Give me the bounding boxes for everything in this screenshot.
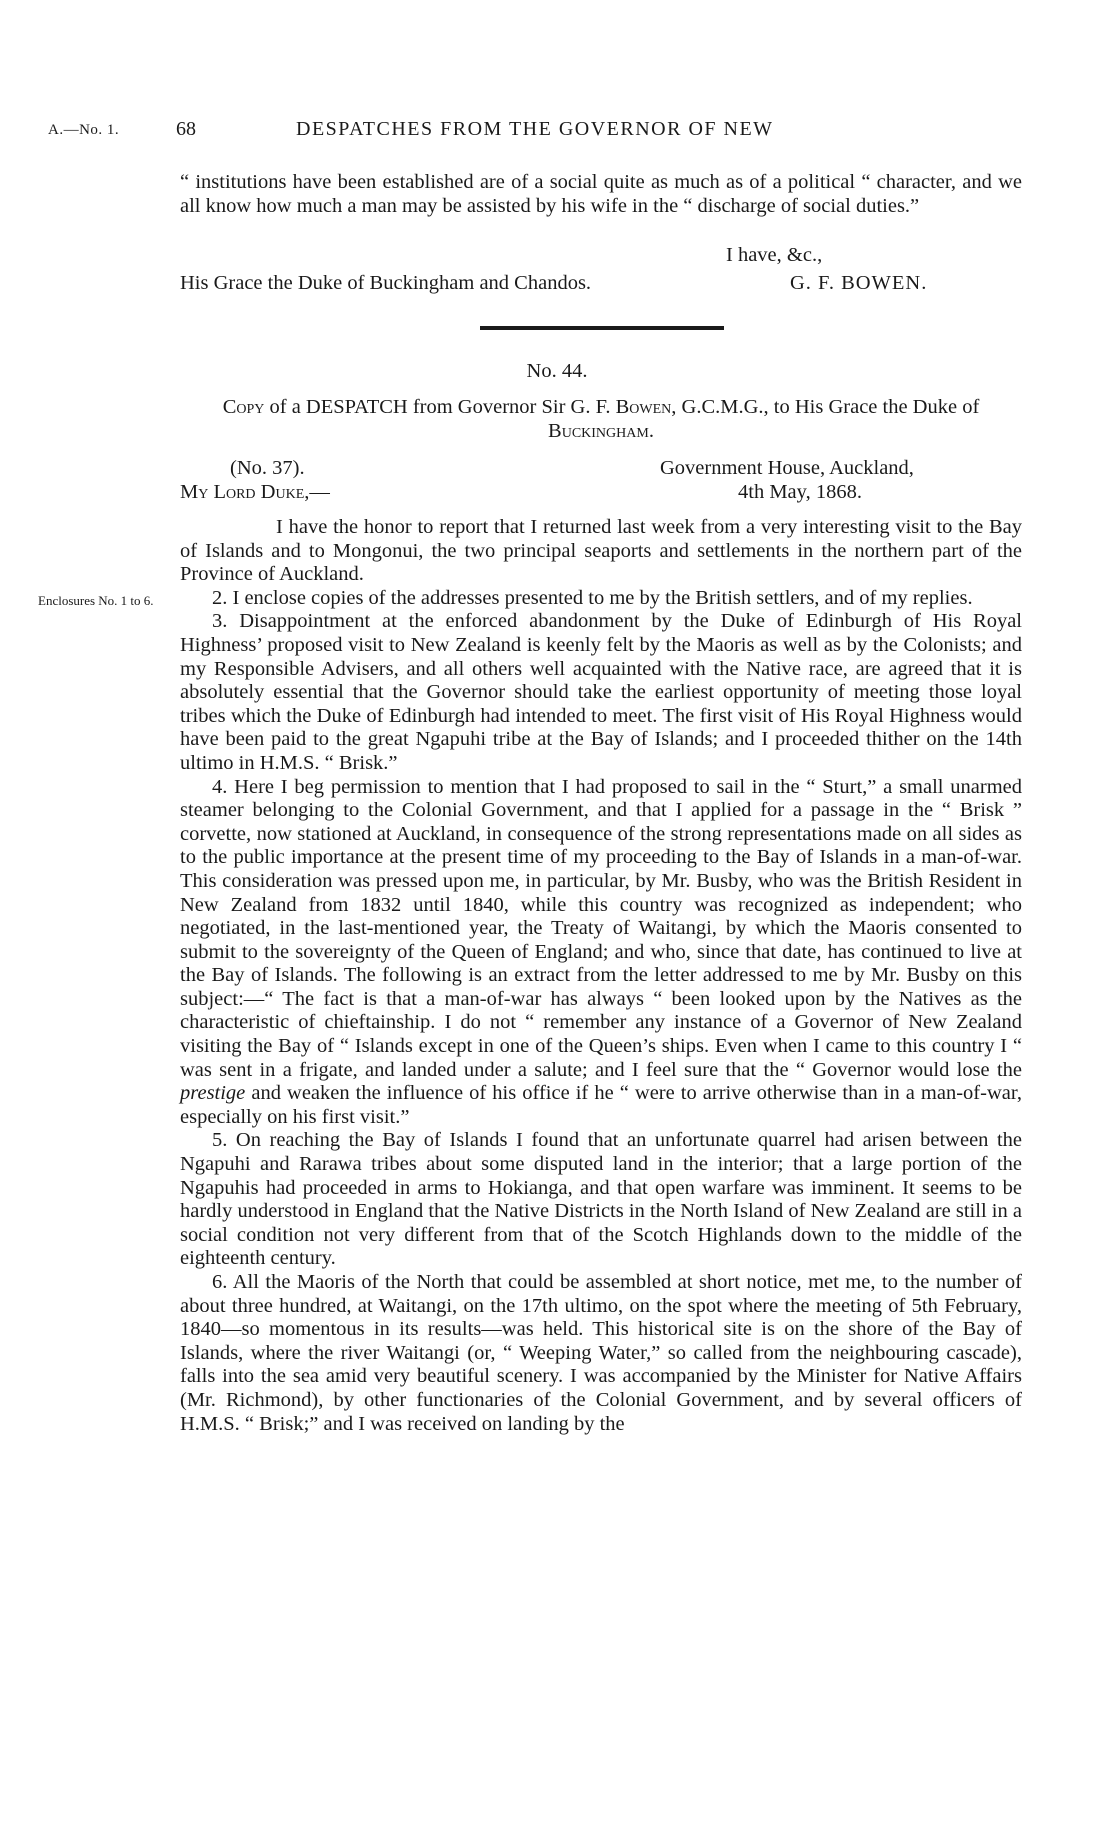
despatch-body (180, 516, 1022, 1436)
paragraph-4-italic: prestige (180, 1082, 246, 1105)
paragraph-6: 6. All the Maoris of the North that could be assembled at short notice, met me, to the number of about three hundred, at Waitangi, on the 17th ultimo, on the spot where the meeting of 5th February, 1840—so momentous in its results—was held. This historical site is on the shore of the Bay of Islands, where the river Waitangi (or, “ Weeping Water,” so called from the neighbouring cascade), falls into the sea amid very beautiful scenery. I was accompanied by the Minister for Native Affairs (Mr. Richmond), by other functionaries of the Colonial Government, and by several officers of H.M.S. “ Brisk;” and I was received on landing by the (180, 1271, 1022, 1435)
section-divider (480, 326, 724, 330)
despatch-number: No. 44. (526, 360, 588, 382)
despatch-title (180, 395, 1022, 443)
page-number: 68 (176, 118, 196, 140)
title-end: . (648, 420, 654, 442)
despatch-reference: (No. 37). (230, 457, 305, 479)
quoted-closing-text: “ institutions have been established are of a social quite as much as of a political “ character, and we all know how much a man may be assisted by his wife in the “ discharge of social duties.” (180, 171, 1022, 217)
running-header (48, 118, 1048, 148)
signature-name: G. F. BOWEN. (790, 272, 928, 294)
paragraph-4-part-b: and weaken the influence of his office if he “ were to arrive otherwise than in a man-of-war, especially on his first visit.” (180, 1082, 1022, 1128)
title-copy-word: Copy (222, 396, 265, 418)
title-buckingham: Buckingham (548, 420, 649, 442)
despatch-place: Government House, Auckland, (660, 457, 914, 479)
despatch-date: 4th May, 1868. (738, 481, 862, 503)
title-part-1: of a DESPATCH from Governor Sir G. F. (264, 396, 616, 418)
running-title: DESPATCHES FROM THE GOVERNOR OF NEW (296, 118, 774, 140)
paragraph-3: 3. Disappointment at the enforced abandonment by the Duke of Edinburgh of His Royal Highness’ proposed visit to New Zealand is keenly felt by the Maoris as well as by the Colonists; and my Responsible Advisers, and all others well acquainted with the Native race, are agreed that it is absolutely essential that the Governor should take the earliest opportunity of meeting those loyal tribes which the Duke of Edinburgh had intended to meet. The first visit of His Royal Highness would have been paid to the great Ngapuhi tribe at the Bay of Islands; and I proceeded thither on the 14th ultimo in H.M.S. “ Brisk.” (180, 610, 1022, 774)
salutation: My Lord Duke,— (180, 481, 330, 503)
paragraph-5: 5. On reaching the Bay of Islands I found that an unfortunate quarrel had arisen between the Ngapuhi and Rarawa tribes about some disputed land in the interior; that a large portion of the Ngapuhis had proceeded in arms to Hokianga, and that open warfare was imminent. It seems to be hardly understood in England that the Native Districts in the North Island of New Zealand are still in a social condition not very different from that of the Scotch Highlands down to the middle of the eighteenth century. (180, 1129, 1022, 1270)
signoff: I have, &c., (726, 244, 823, 266)
paragraph-1: I have the honor to report that I returned last week from a very interesting visit to the Bay of Islands and to Mongonui, the two principal seaports and settlements in the northern part of the Province of Auckland. (180, 516, 1022, 586)
title-part-2: , G.C.M.G., to His Grace the Duke of (671, 396, 980, 418)
paragraph-4 (180, 776, 1022, 1130)
margin-note-enclosures: Enclosures No. 1 to 6. (38, 593, 154, 608)
title-bowen: Bowen (615, 396, 672, 418)
paragraph-4-part-a: 4. Here I beg permission to mention that I had proposed to sail in the “ Sturt,” a small unarmed steamer belonging to the Colonial Government, and that I applied for a passage in the “ Brisk ” corvette, now stationed at Auckland, in consequence of the strong representations made on all sides as to the public importance at the present time of my proceeding to the Bay of Islands in a man-of-war. This consideration was pressed upon me, in particular, by Mr. Busby, who was the British Resident in New Zealand from 1832 until 1840, while this country was recognized as independent; who negotiated, in the last-mentioned year, the Treaty of Waitangi, by which the Maoris consented to submit to the sovereignty of the Queen of England; and who, since that date, has continued to live at the Bay of Islands. The following is an extract from the letter addressed to me by Mr. Busby on this subject:—“ The fact is that a man-of-war has always “ been looked upon by the Natives as the characteristic of chieftainship. I do not “ remember any instance of a Governor of New Zealand visiting the Bay of “ Islands except in one of the Queen’s ships. Even when I came to this country I “ was sent in a frigate, and landed under a salute; and I feel sure that the “ Governor would lose the (180, 775, 1022, 1081)
paragraph-2: 2. I enclose copies of the addresses presented to me by the British settlers, and of my replies. (212, 586, 973, 609)
document-reference: A.—No. 1. (48, 122, 120, 138)
addressee: His Grace the Duke of Buckingham and Chandos. (180, 272, 592, 294)
